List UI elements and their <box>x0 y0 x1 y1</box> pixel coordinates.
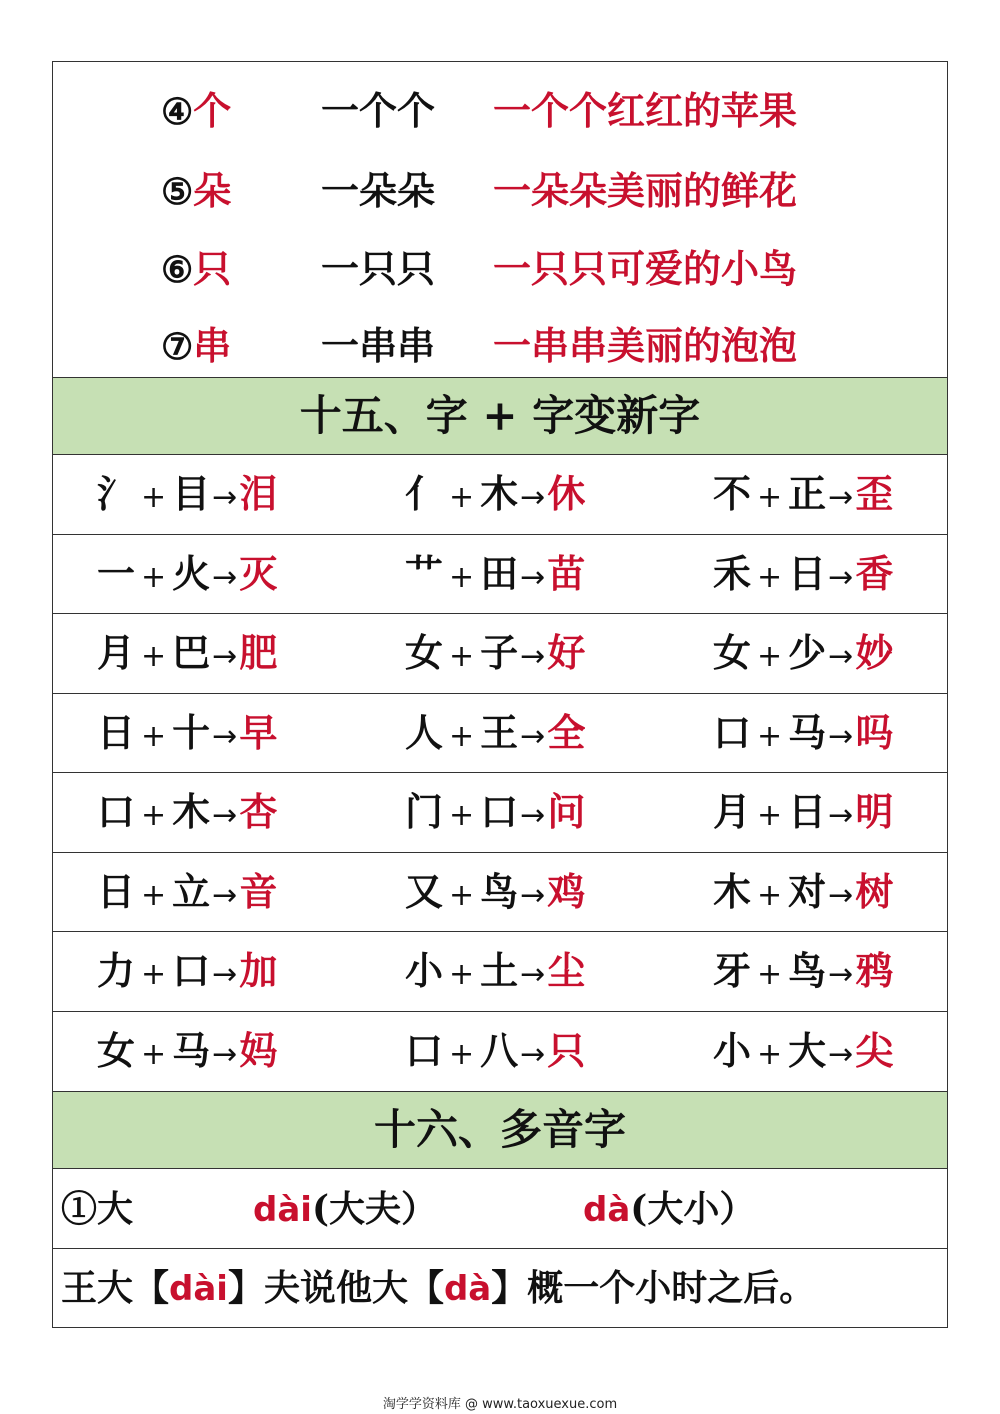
component-b: 木 <box>172 789 211 834</box>
composition-row <box>53 455 947 535</box>
plus-sign: + <box>449 718 475 754</box>
plus-sign: + <box>449 480 475 515</box>
sentence-part-2: 】夫说他大【 <box>227 1267 444 1309</box>
composition-cell <box>97 614 277 696</box>
measure-word-entry <box>161 160 231 215</box>
measure-word-row <box>53 305 947 368</box>
component-a: 月 <box>97 630 136 675</box>
measure-word-block <box>53 62 947 378</box>
reading-2 <box>583 1169 755 1250</box>
component-a: 口 <box>713 709 752 755</box>
worksheet <box>52 61 948 1328</box>
result-char: 香 <box>855 550 894 596</box>
arrow-icon: → <box>212 957 238 992</box>
arrow-icon: → <box>520 480 546 515</box>
result-char: 只 <box>547 1027 586 1073</box>
component-b: 大 <box>788 1027 827 1073</box>
result-char: 休 <box>547 471 586 516</box>
polyphonic-entry <box>61 1169 133 1249</box>
example-phrase: 一朵朵美丽的鲜花 <box>493 168 798 213</box>
result-char: 鸦 <box>855 948 894 993</box>
component-a: 日 <box>97 709 136 755</box>
section-15-header <box>53 377 947 455</box>
item-number: ⑥ <box>161 249 194 291</box>
plus-sign: + <box>449 877 475 913</box>
composition-cell <box>713 535 893 617</box>
arrow-icon: → <box>828 877 854 913</box>
measure-word-row <box>53 70 947 133</box>
measure-word-char: 朵 <box>193 168 232 213</box>
composition-cell <box>405 1012 585 1094</box>
component-a: 月 <box>713 789 752 834</box>
component-b: 巴 <box>172 630 211 675</box>
result-char: 音 <box>239 868 278 914</box>
result-char: 尖 <box>855 1027 894 1073</box>
result-char: 歪 <box>855 471 894 516</box>
component-b: 口 <box>480 789 519 834</box>
result-char: 吗 <box>855 709 894 755</box>
arrow-icon: → <box>828 718 854 754</box>
reduplicated-word: 一朵朵 <box>321 168 436 213</box>
sentence-pinyin-1: dài <box>169 1269 228 1309</box>
component-a: 又 <box>405 868 444 914</box>
component-a: 女 <box>405 630 444 675</box>
plus-sign: + <box>757 639 783 674</box>
component-a: 牙 <box>713 948 752 993</box>
plus-sign: + <box>757 957 783 992</box>
example-phrase: 一只只可爱的小鸟 <box>493 246 798 291</box>
plus-sign: + <box>449 957 475 992</box>
measure-word-row <box>53 150 947 213</box>
result-char: 杏 <box>239 789 278 834</box>
measure-word-row <box>53 228 947 291</box>
component-a: 女 <box>97 1027 136 1073</box>
component-b: 田 <box>480 550 519 596</box>
plus-sign: + <box>141 639 167 674</box>
composition-cell <box>97 853 277 935</box>
arrow-icon: → <box>520 877 546 913</box>
component-b: 鸟 <box>788 948 827 993</box>
component-a: 氵 <box>97 471 136 516</box>
composition-cell <box>713 1012 893 1094</box>
reading-2-word: (大小） <box>630 1188 756 1230</box>
composition-cell <box>713 932 893 1014</box>
plus-sign: + <box>757 798 783 833</box>
arrow-icon: → <box>828 639 854 674</box>
composition-cell <box>405 535 585 617</box>
plus-sign: + <box>757 718 783 754</box>
item-number: ⑦ <box>161 326 194 368</box>
result-char: 好 <box>547 630 586 675</box>
arrow-icon: → <box>212 877 238 913</box>
result-char: 全 <box>547 709 586 755</box>
composition-row <box>53 1012 947 1092</box>
composition-cell <box>713 694 893 776</box>
component-a: 一 <box>97 550 136 596</box>
plus-sign: + <box>141 1036 167 1072</box>
plus-sign: + <box>449 1036 475 1072</box>
arrow-icon: → <box>828 559 854 595</box>
component-b: 八 <box>480 1027 519 1073</box>
composition-cell <box>713 773 893 855</box>
arrow-icon: → <box>520 1036 546 1072</box>
result-char: 妙 <box>855 630 894 675</box>
item-number: ① <box>61 1188 98 1230</box>
result-char: 灭 <box>239 550 278 596</box>
composition-cell <box>97 455 277 537</box>
arrow-icon: → <box>212 798 238 833</box>
plus-sign: + <box>757 559 783 595</box>
arrow-icon: → <box>828 1036 854 1072</box>
arrow-icon: → <box>828 480 854 515</box>
result-char: 问 <box>547 789 586 834</box>
result-char: 明 <box>855 789 894 834</box>
composition-cell <box>97 535 277 617</box>
plus-sign: + <box>449 559 475 595</box>
component-b: 鸟 <box>480 868 519 914</box>
component-a: 禾 <box>713 550 752 596</box>
polyphonic-row <box>53 1169 947 1249</box>
plus-sign: + <box>141 957 167 992</box>
component-a: 人 <box>405 709 444 755</box>
arrow-icon: → <box>212 1036 238 1072</box>
component-b: 马 <box>172 1027 211 1073</box>
reduplicated-word: 一个个 <box>321 88 436 133</box>
composition-cell <box>405 614 585 696</box>
plus-sign: + <box>757 1036 783 1072</box>
result-char: 树 <box>855 868 894 914</box>
component-b: 目 <box>172 471 211 516</box>
result-char: 早 <box>239 709 278 755</box>
sentence-pinyin-2: dà <box>443 1269 492 1309</box>
composition-row <box>53 694 947 774</box>
arrow-icon: → <box>520 559 546 595</box>
composition-cell <box>97 932 277 1014</box>
composition-cell <box>97 1012 277 1094</box>
character-composition-grid <box>53 455 947 1091</box>
arrow-icon: → <box>212 480 238 515</box>
arrow-icon: → <box>520 639 546 674</box>
sentence-part-1: 王大【 <box>61 1267 170 1309</box>
composition-cell <box>713 614 893 696</box>
result-char: 泪 <box>239 471 278 516</box>
component-a: 不 <box>713 471 752 516</box>
arrow-icon: → <box>212 718 238 754</box>
component-b: 马 <box>788 709 827 755</box>
component-b: 十 <box>172 709 211 755</box>
composition-cell <box>405 773 585 855</box>
composition-row <box>53 535 947 615</box>
example-phrase: 一串串美丽的泡泡 <box>493 323 798 368</box>
plus-sign: + <box>141 877 167 913</box>
component-a: 亻 <box>405 471 444 516</box>
component-a: 艹 <box>405 550 444 596</box>
composition-row <box>53 614 947 694</box>
measure-word-entry <box>161 315 231 370</box>
section-16-title: 十六、多音字 <box>373 1105 626 1154</box>
measure-word-entry <box>161 80 231 135</box>
component-a: 木 <box>713 868 752 914</box>
component-a: 口 <box>97 789 136 834</box>
component-b: 正 <box>788 471 827 516</box>
arrow-icon: → <box>828 798 854 833</box>
plus-sign: + <box>141 798 167 833</box>
composition-cell <box>405 853 585 935</box>
plus-sign: + <box>757 480 783 515</box>
reduplicated-word: 一串串 <box>321 323 436 368</box>
footer-credit: 淘学学资料库 @ www.taoxuexue.com <box>382 1397 618 1412</box>
composition-cell <box>405 455 585 537</box>
component-b: 日 <box>788 550 827 596</box>
plus-sign: + <box>449 798 475 833</box>
reading-1 <box>253 1169 437 1250</box>
component-b: 少 <box>788 630 827 675</box>
composition-cell <box>405 694 585 776</box>
composition-row <box>53 853 947 933</box>
section-16-header <box>53 1091 947 1169</box>
component-a: 门 <box>405 789 444 834</box>
component-a: 力 <box>97 948 136 993</box>
component-b: 土 <box>480 948 519 993</box>
plus-sign: + <box>449 639 475 674</box>
component-a: 小 <box>405 948 444 993</box>
composition-cell <box>97 694 277 776</box>
measure-word-char: 串 <box>193 323 232 368</box>
plus-sign: + <box>141 480 167 515</box>
plus-sign: + <box>757 877 783 913</box>
example-sentence <box>53 1249 947 1327</box>
component-b: 子 <box>480 630 519 675</box>
component-b: 日 <box>788 789 827 834</box>
arrow-icon: → <box>212 559 238 595</box>
component-b: 木 <box>480 471 519 516</box>
result-char: 尘 <box>547 948 586 993</box>
component-a: 小 <box>713 1027 752 1073</box>
composition-row <box>53 932 947 1012</box>
composition-row <box>53 773 947 853</box>
item-number: ④ <box>161 91 194 133</box>
component-b: 口 <box>172 948 211 993</box>
result-char: 肥 <box>239 630 278 675</box>
measure-word-char: 只 <box>193 246 232 291</box>
composition-cell <box>97 773 277 855</box>
pinyin-1: dài <box>253 1190 312 1230</box>
composition-cell <box>713 853 893 935</box>
plus-sign: + <box>141 559 167 595</box>
arrow-icon: → <box>520 798 546 833</box>
reduplicated-word: 一只只 <box>321 246 436 291</box>
composition-cell <box>405 932 585 1014</box>
component-b: 火 <box>172 550 211 596</box>
reading-1-word: (大夫） <box>311 1188 437 1230</box>
component-b: 王 <box>480 709 519 755</box>
item-number: ⑤ <box>161 171 194 213</box>
measure-word-char: 个 <box>193 88 232 133</box>
result-char: 加 <box>239 948 278 993</box>
component-b: 对 <box>788 868 827 914</box>
arrow-icon: → <box>212 639 238 674</box>
component-a: 日 <box>97 868 136 914</box>
component-b: 立 <box>172 868 211 914</box>
example-phrase: 一个个红红的苹果 <box>493 88 798 133</box>
polyphonic-char: 大 <box>97 1188 134 1230</box>
arrow-icon: → <box>520 718 546 754</box>
pinyin-2: dà <box>583 1190 631 1230</box>
measure-word-entry <box>161 238 231 293</box>
result-char: 苗 <box>547 550 586 596</box>
plus-sign: + <box>141 718 167 754</box>
component-a: 口 <box>405 1027 444 1073</box>
arrow-icon: → <box>828 957 854 992</box>
arrow-icon: → <box>520 957 546 992</box>
result-char: 妈 <box>239 1027 278 1073</box>
section-15-title: 十五、字 + 字变新字 <box>299 391 701 440</box>
result-char: 鸡 <box>547 868 586 914</box>
composition-cell <box>713 455 893 537</box>
component-a: 女 <box>713 630 752 675</box>
sentence-part-3: 】概一个小时之后。 <box>491 1267 816 1309</box>
